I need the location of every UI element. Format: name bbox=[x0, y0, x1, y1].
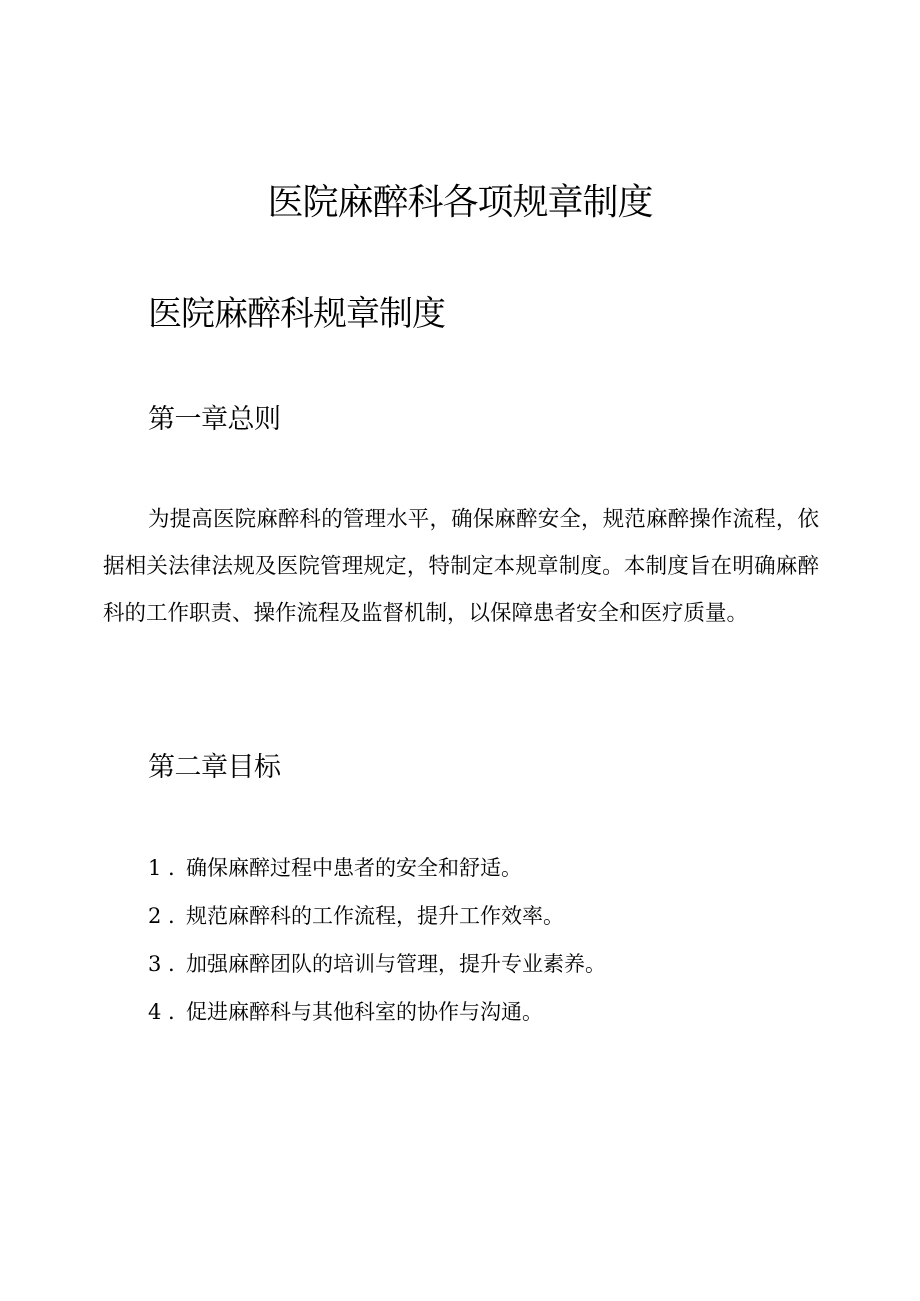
section-title: 医院麻醉科规章制度 bbox=[148, 294, 445, 334]
list-item-text: 确保麻醉过程中患者的安全和舒适。 bbox=[186, 856, 522, 880]
list-item-number: 4 . bbox=[148, 1000, 175, 1024]
list-item-number: 2 . bbox=[148, 904, 175, 928]
list-item bbox=[148, 892, 828, 940]
list-item bbox=[148, 940, 828, 988]
list-item bbox=[148, 844, 828, 892]
chapter-1-title: 第一章总则 bbox=[148, 404, 281, 435]
list-item-number: 3 . bbox=[148, 952, 175, 976]
list-item-text: 规范麻醉科的工作流程，提升工作效率。 bbox=[186, 904, 564, 928]
chapter-1-paragraph: 为提高医院麻醉科的管理水平，确保麻醉安全，规范麻醉操作流程，依据相关法律法规及医院管理规定，特制定本规章制度。本制度旨在明确麻醉科的工作职责、操作流程及监督机制，以保障患者安全和医疗质量。 bbox=[103, 507, 819, 626]
list-item-text: 促进麻醉科与其他科室的协作与沟通。 bbox=[186, 1000, 543, 1024]
chapter-2-title: 第二章目标 bbox=[148, 752, 281, 783]
document-title: 医院麻醉科各项规章制度 bbox=[267, 182, 653, 223]
goal-list bbox=[148, 844, 828, 1036]
list-item-text: 加强麻醉团队的培训与管理，提升专业素养。 bbox=[186, 952, 606, 976]
list-item bbox=[148, 988, 828, 1036]
list-item-number: 1 . bbox=[148, 856, 175, 880]
